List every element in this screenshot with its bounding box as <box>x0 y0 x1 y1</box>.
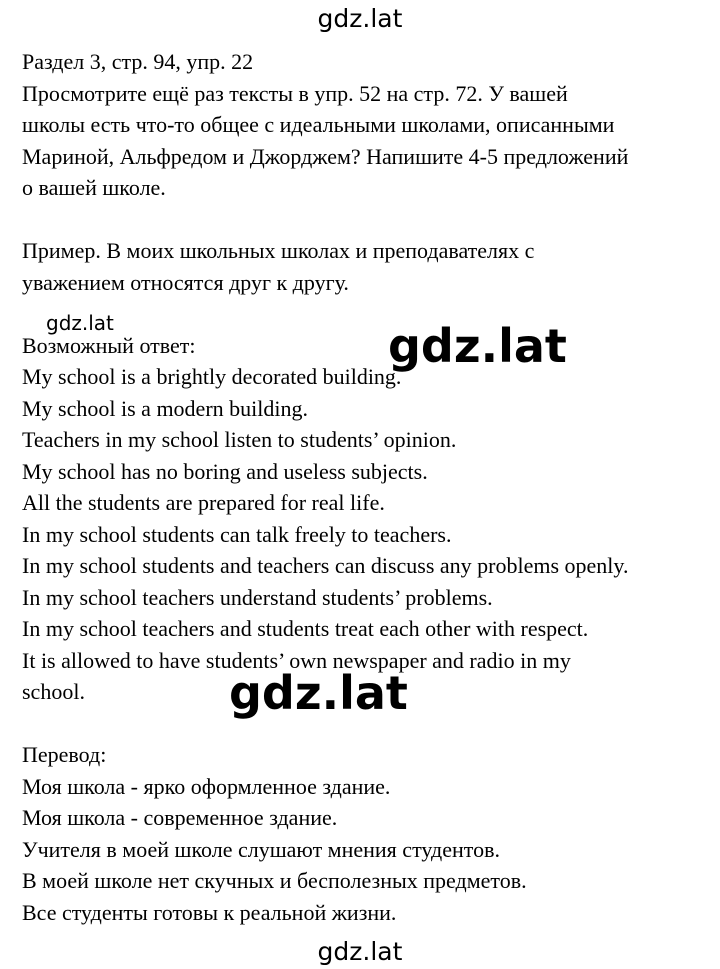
translation-line: Моя школа - современное здание. <box>22 805 338 830</box>
large-watermark: gdz.lat <box>388 319 567 373</box>
small-watermark: gdz.lat <box>46 311 114 335</box>
instruction-line: Мариной, Альфредом и Джорджем? Напишите 4-5 предложений <box>22 143 629 169</box>
answer-line: Teachers in my school listen to students’ opinion. <box>22 427 457 452</box>
header-watermark: gdz.lat <box>317 4 403 33</box>
document-content <box>22 46 712 928</box>
footer-watermark: gdz.lat <box>317 937 403 966</box>
large-watermark: gdz.lat <box>229 666 408 720</box>
example-line: Пример. В моих школьных школах и преподавателях с <box>22 238 535 263</box>
answer-label: Возможный ответ: <box>22 332 196 358</box>
translation-line: Все студенты готовы к реальной жизни. <box>22 899 397 925</box>
task-heading: Раздел 3, стр. 94, упр. 22 <box>22 49 254 74</box>
instruction-line: школы есть что-то общее с идеальными школами, описанными <box>22 112 615 137</box>
answer-line: My school has no boring and useless subjects. <box>22 458 428 484</box>
answer-line: In my school teachers and students treat each other with respect. <box>22 616 589 641</box>
instruction-line: Просмотрите ещё раз тексты в упр. 52 на стр. 72. У вашей <box>22 80 568 106</box>
answer-line: school. <box>22 679 85 704</box>
instruction-line: о вашей школе. <box>22 175 166 200</box>
paragraph-spacer <box>22 298 712 330</box>
answer-line: It is allowed to have students’ own newspaper and radio in my <box>22 647 571 673</box>
translation-label: Перевод: <box>22 742 107 767</box>
translation-line: В моей школе нет скучных и бесполезных предметов. <box>22 868 527 893</box>
answer-line: In my school students and teachers can discuss any problems openly. <box>22 553 629 578</box>
answer-line: In my school students can talk freely to teachers. <box>22 521 452 547</box>
example-line: уважением относятся друг к другу. <box>22 269 349 295</box>
answer-line: My school is a brightly decorated building. <box>22 364 402 389</box>
answer-line: In my school teachers understand students’ problems. <box>22 584 493 610</box>
paragraph-spacer <box>22 204 712 236</box>
translation-line: Моя школа - ярко оформленное здание. <box>22 773 391 799</box>
answer-line: All the students are prepared for real life. <box>22 490 385 515</box>
answer-line: My school is a modern building. <box>22 395 308 421</box>
translation-line: Учителя в моей школе слушают мнения студентов. <box>22 836 500 862</box>
